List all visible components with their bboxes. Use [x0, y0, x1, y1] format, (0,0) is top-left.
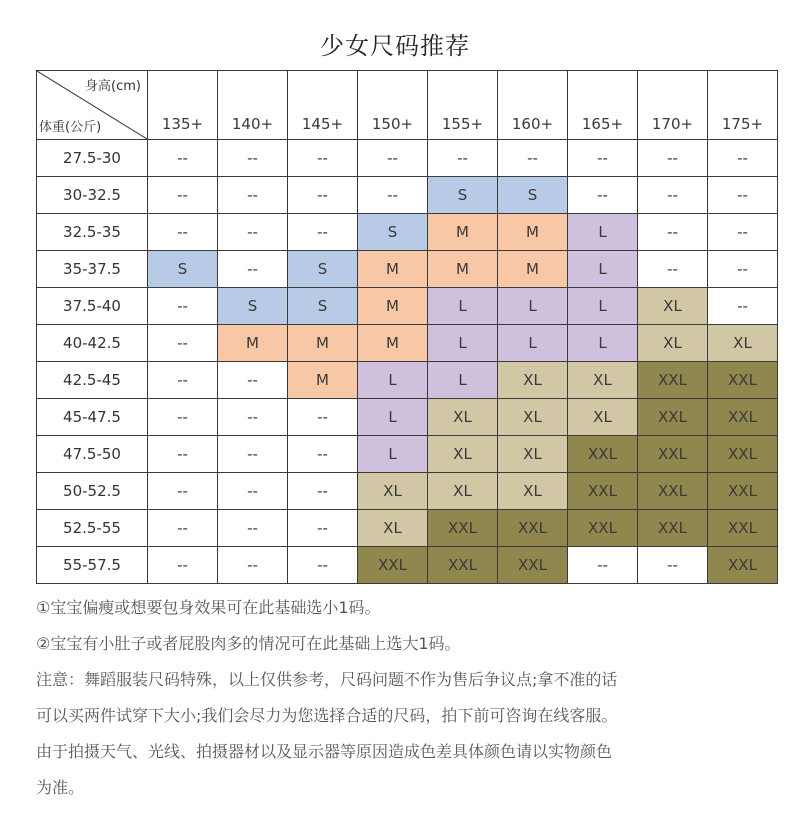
- size-cell: --: [148, 547, 218, 584]
- size-cell: XXL: [638, 473, 708, 510]
- size-cell: XXL: [568, 473, 638, 510]
- table-row: [37, 362, 778, 399]
- size-cell: --: [218, 251, 288, 288]
- size-cell: --: [218, 140, 288, 177]
- table-row: [37, 177, 778, 214]
- size-cell: M: [358, 251, 428, 288]
- note-line: 可以买两件试穿下大小;我们会尽力为您选择合适的尺码，拍下前可咨询在线客服。: [36, 706, 618, 725]
- size-cell: M: [288, 362, 358, 399]
- size-cell: XL: [498, 473, 568, 510]
- size-cell: M: [498, 251, 568, 288]
- weight-row-label: 30-32.5: [37, 177, 148, 214]
- size-cell: --: [358, 177, 428, 214]
- size-cell: --: [218, 436, 288, 473]
- size-cell: --: [638, 251, 708, 288]
- size-cell: S: [288, 251, 358, 288]
- height-column-header: 170+: [638, 71, 708, 140]
- size-cell: --: [148, 214, 218, 251]
- size-cell: XL: [498, 362, 568, 399]
- size-cell: --: [218, 399, 288, 436]
- size-cell: XL: [428, 473, 498, 510]
- size-cell: XL: [428, 399, 498, 436]
- size-cell: L: [358, 436, 428, 473]
- size-cell: XXL: [708, 362, 778, 399]
- table-row: [37, 214, 778, 251]
- size-cell: XL: [498, 436, 568, 473]
- table-row: [37, 325, 778, 362]
- size-cell: --: [288, 399, 358, 436]
- size-cell: --: [288, 510, 358, 547]
- size-cell: XXL: [638, 399, 708, 436]
- height-column-header: 175+: [708, 71, 778, 140]
- size-cell: XXL: [428, 510, 498, 547]
- table-row: [37, 547, 778, 584]
- size-cell: XXL: [358, 547, 428, 584]
- weight-row-label: 37.5-40: [37, 288, 148, 325]
- size-cell: S: [148, 251, 218, 288]
- weight-row-label: 32.5-35: [37, 214, 148, 251]
- size-cell: L: [428, 362, 498, 399]
- size-cell: M: [358, 288, 428, 325]
- table-row: [37, 140, 778, 177]
- size-cell: XL: [568, 362, 638, 399]
- corner-header-cell: [37, 71, 148, 140]
- size-cell: S: [498, 177, 568, 214]
- size-cell: --: [218, 214, 288, 251]
- height-column-header: 160+: [498, 71, 568, 140]
- size-cell: --: [288, 436, 358, 473]
- size-cell: S: [358, 214, 428, 251]
- size-cell: --: [148, 362, 218, 399]
- note-line: ①宝宝偏瘦或想要包身效果可在此基础选小1码。: [36, 598, 381, 617]
- size-cell: --: [568, 547, 638, 584]
- size-cell: XXL: [638, 436, 708, 473]
- size-cell: L: [568, 325, 638, 362]
- weight-row-label: 42.5-45: [37, 362, 148, 399]
- size-cell: --: [708, 251, 778, 288]
- size-cell: M: [428, 214, 498, 251]
- size-cell: M: [358, 325, 428, 362]
- size-cell: S: [218, 288, 288, 325]
- size-cell: --: [428, 140, 498, 177]
- size-cell: --: [218, 547, 288, 584]
- weight-axis-label: 体重(公斤): [39, 120, 102, 135]
- size-cell: L: [358, 362, 428, 399]
- size-cell: --: [708, 214, 778, 251]
- notes-section: [36, 590, 766, 806]
- size-cell: XXL: [638, 362, 708, 399]
- header-row: [37, 71, 778, 140]
- size-cell: XXL: [568, 436, 638, 473]
- page-title: 少女尺码推荐: [320, 32, 470, 60]
- height-column-header: 135+: [148, 71, 218, 140]
- size-cell: L: [568, 288, 638, 325]
- size-cell: L: [498, 288, 568, 325]
- size-cell: --: [218, 177, 288, 214]
- table-row: [37, 288, 778, 325]
- size-cell: --: [568, 140, 638, 177]
- note-line: ②宝宝有小肚子或者屁股肉多的情况可在此基础上选大1码。: [36, 634, 461, 653]
- note-line: 为准。: [36, 778, 85, 797]
- size-cell: XL: [428, 436, 498, 473]
- weight-row-label: 50-52.5: [37, 473, 148, 510]
- size-cell: XL: [568, 399, 638, 436]
- note-line: 注意：舞蹈服装尺码特殊，以上仅供参考，尺码问题不作为售后争议点;拿不准的话: [36, 670, 618, 689]
- weight-row-label: 55-57.5: [37, 547, 148, 584]
- size-cell: --: [218, 362, 288, 399]
- height-column-header: 145+: [288, 71, 358, 140]
- size-cell: --: [288, 177, 358, 214]
- size-cell: XL: [498, 399, 568, 436]
- size-cell: XXL: [708, 510, 778, 547]
- height-column-header: 140+: [218, 71, 288, 140]
- size-cell: L: [568, 214, 638, 251]
- size-cell: M: [288, 325, 358, 362]
- size-cell: --: [288, 547, 358, 584]
- size-cell: L: [358, 399, 428, 436]
- size-cell: S: [288, 288, 358, 325]
- size-cell: --: [148, 510, 218, 547]
- weight-row-label: 52.5-55: [37, 510, 148, 547]
- size-cell: --: [148, 325, 218, 362]
- size-cell: XXL: [498, 547, 568, 584]
- size-cell: XXL: [708, 547, 778, 584]
- table-row: [37, 510, 778, 547]
- size-cell: M: [218, 325, 288, 362]
- size-cell: L: [498, 325, 568, 362]
- size-cell: --: [498, 140, 568, 177]
- size-cell: M: [498, 214, 568, 251]
- size-cell: --: [148, 399, 218, 436]
- size-cell: XXL: [708, 436, 778, 473]
- height-axis-label: 身高(cm): [85, 79, 141, 94]
- size-cell: --: [708, 140, 778, 177]
- size-cell: XL: [358, 510, 428, 547]
- weight-row-label: 40-42.5: [37, 325, 148, 362]
- size-cell: --: [288, 214, 358, 251]
- size-cell: --: [638, 140, 708, 177]
- size-cell: M: [428, 251, 498, 288]
- size-cell: XXL: [638, 510, 708, 547]
- table-row: [37, 436, 778, 473]
- size-cell: L: [568, 251, 638, 288]
- size-cell: L: [428, 325, 498, 362]
- size-cell: --: [218, 473, 288, 510]
- table-row: [37, 399, 778, 436]
- size-chart-table: [36, 70, 778, 584]
- weight-row-label: 27.5-30: [37, 140, 148, 177]
- size-cell: --: [708, 177, 778, 214]
- size-cell: XXL: [708, 399, 778, 436]
- size-cell: --: [708, 288, 778, 325]
- size-cell: --: [568, 177, 638, 214]
- size-cell: L: [428, 288, 498, 325]
- size-cell: --: [288, 140, 358, 177]
- size-cell: --: [148, 288, 218, 325]
- weight-row-label: 35-37.5: [37, 251, 148, 288]
- size-cell: XXL: [428, 547, 498, 584]
- size-cell: XL: [358, 473, 428, 510]
- size-cell: --: [638, 177, 708, 214]
- size-cell: XXL: [708, 473, 778, 510]
- size-cell: --: [148, 473, 218, 510]
- table-row: [37, 251, 778, 288]
- height-column-header: 150+: [358, 71, 428, 140]
- size-cell: --: [148, 436, 218, 473]
- size-cell: S: [428, 177, 498, 214]
- note-line: 由于拍摄天气、光线、拍摄器材以及显示器等原因造成色差具体颜色请以实物颜色: [36, 742, 613, 761]
- size-cell: XXL: [498, 510, 568, 547]
- size-cell: --: [358, 140, 428, 177]
- height-column-header: 155+: [428, 71, 498, 140]
- size-cell: --: [638, 214, 708, 251]
- size-cell: XL: [638, 325, 708, 362]
- weight-row-label: 45-47.5: [37, 399, 148, 436]
- size-cell: XL: [708, 325, 778, 362]
- size-cell: --: [218, 510, 288, 547]
- size-cell: --: [638, 547, 708, 584]
- weight-row-label: 47.5-50: [37, 436, 148, 473]
- height-column-header: 165+: [568, 71, 638, 140]
- size-cell: --: [148, 177, 218, 214]
- size-cell: XL: [638, 288, 708, 325]
- size-cell: --: [288, 473, 358, 510]
- size-chart-body: [37, 71, 778, 584]
- table-row: [37, 473, 778, 510]
- size-cell: --: [148, 140, 218, 177]
- size-cell: XXL: [568, 510, 638, 547]
